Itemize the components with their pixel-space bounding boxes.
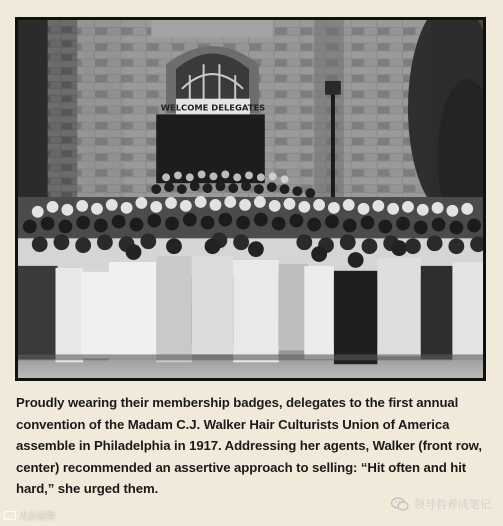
photo-illustration [18,20,483,378]
source-watermark [4,509,55,522]
historical-photo [15,17,486,381]
watermark-logo-icon [4,511,16,520]
source-watermark-text: 大公证券 [19,512,56,522]
wechat-watermark [391,496,491,512]
photo-caption: Proudly wearing their membership badges, delegates to the first annual convention of the Madam C.J. Walker Hair Culturists Union of America assemble in Philadelphia in 1917. Addressing her agents, Walker (front row, center) recommended an assertive approach to selling: “Hit often and hit hard,” she urged them. [16,395,482,496]
welcome-sign-text: WELCOME DELEGATES [160,102,266,113]
wechat-icon [391,497,409,511]
wechat-watermark-text: 领导哲养成笔记 [414,498,491,511]
